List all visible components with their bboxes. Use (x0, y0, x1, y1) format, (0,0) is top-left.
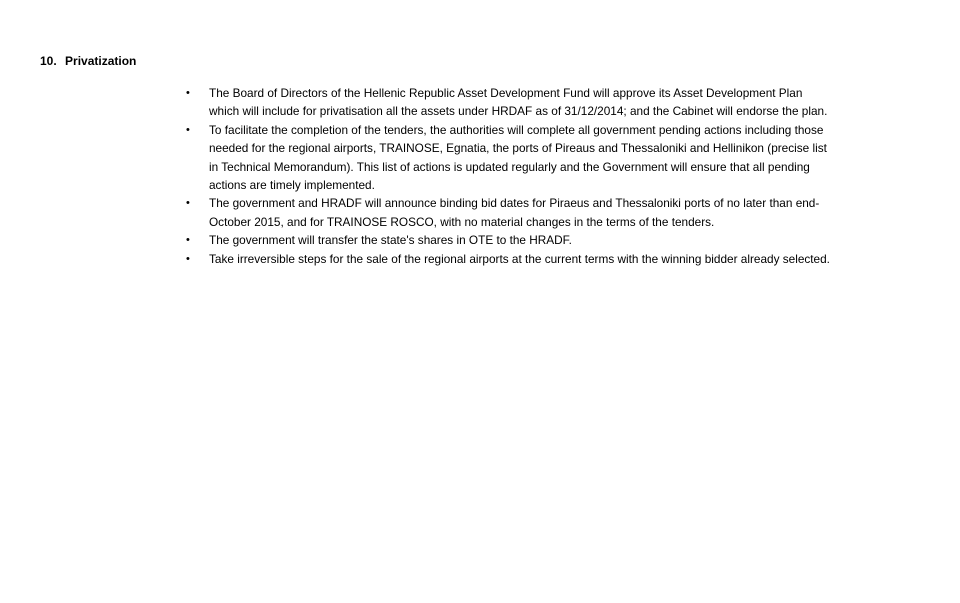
bullet-item-board-plan (184, 84, 830, 121)
bullet-icon: • (186, 87, 190, 99)
section-heading (40, 53, 136, 69)
bullet-item-regional-airports (184, 250, 830, 268)
bullet-icon: • (186, 197, 190, 210)
section-number: 10. (40, 54, 57, 68)
bullet-text: Take irreversible steps for the sale of the regional airports at the current terms with the winning bidder already selected. (209, 251, 830, 266)
bullet-item-bid-dates (184, 194, 830, 231)
bullet-text: The Board of Directors of the Hellenic Republic Asset Development Fund will approve its Asset Development Plan which will include for privatisation all the assets under HRDAF as of 31/12/2014; and the Cabinet will endorse the plan. (209, 86, 828, 119)
bullet-icon: • (186, 123, 190, 136)
bullet-icon: • (186, 234, 190, 247)
bullet-item-ote-shares (184, 231, 830, 249)
bullet-text: The government will transfer the state's shares in OTE to the HRADF. (209, 233, 572, 248)
section-title: Privatization (65, 54, 137, 68)
privatization-bullet-list (184, 84, 830, 268)
bullet-item-pending-actions (184, 121, 830, 195)
bullet-text: To facilitate the completion of the tenders, the authorities will complete all government pending actions including those needed for the regional airports, TRAINOSE, Egnatia, the ports of Pireaus and Thessaloniki and Hellinikon (precise list in Technical Memorandum). This list of actions is updated regularly and the Government will ensure that all pending actions are timely implemented. (209, 122, 827, 193)
bullet-text: The government and HRADF will announce binding bid dates for Piraeus and Thessaloniki ports of no later than end-October 2015, and for TRAINOSE ROSCO, with no material changes in the terms of the tenders. (209, 196, 820, 229)
bullet-icon: • (186, 252, 190, 265)
